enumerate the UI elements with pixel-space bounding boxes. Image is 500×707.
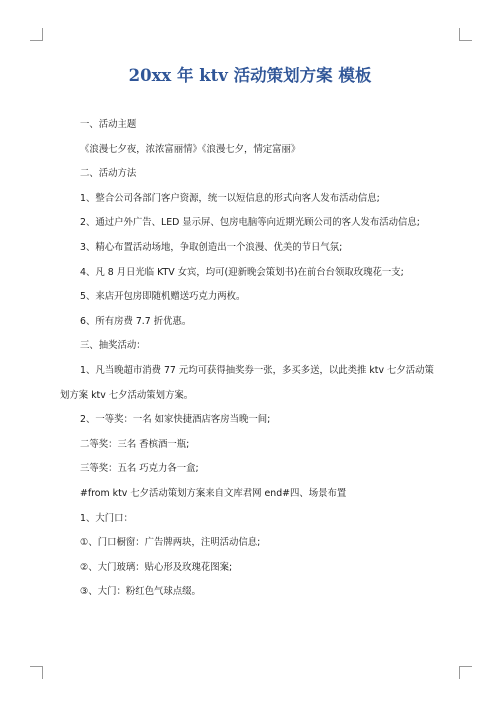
crop-mark-bottom-right (459, 666, 472, 679)
method-item-4: 4、凡 8 月日光临 KTV 女宾，均可(迎新晚会策划书)在前台台领取玫瑰花一支; (80, 266, 404, 278)
document-body (60, 113, 441, 605)
lottery-second-prize: 二等奖：三名 香槟酒一瓶; (80, 438, 190, 450)
lottery-item-1: 1、凡当晚超市消费 77 元均可获得抽奖券一张，多买多送，以此类推 ktv 七夕活动策划方案 ktv 七夕活动策划方案。 (60, 364, 434, 401)
section-heading-lottery: 三、抽奖活动： (80, 340, 146, 352)
section-heading-scene: #from ktv 七夕活动策划方案来自文库君网 end#四、场景布置 (80, 487, 347, 499)
crop-mark-bottom-left (30, 666, 43, 679)
lottery-first-prize: 2、一等奖：一名 如家快捷酒店客房当晚一间; (80, 414, 271, 426)
scene-item-glass: ②、大门玻璃：贴心形及玫瑰花图案; (80, 561, 233, 573)
method-item-3: 3、精心布置活动场地，争取创造出一个浪漫、优美的节日气氛; (80, 241, 343, 253)
method-item-6: 6、所有房费 7.7 折优惠。 (80, 315, 192, 327)
method-item-5: 5、来店开包房即随机赠送巧克力两枚。 (80, 291, 246, 303)
method-item-1: 1、整合公司各部门客户资源，统一以短信息的形式向客人发布活动信息; (80, 192, 380, 204)
section-heading-theme: 一、活动主题 (80, 119, 137, 130)
section-heading-methods: 二、活动方法 (80, 168, 137, 180)
lottery-third-prize: 三等奖：五名 巧克力各一盒; (80, 463, 199, 475)
document-title: 20xx 年 ktv 活动策划方案 模板 (128, 66, 372, 85)
scene-item-window: ①、门口橱窗：广告牌两块，注明活动信息; (80, 537, 261, 549)
crop-mark-top-right (459, 28, 472, 41)
scene-item-door: ③、大门：粉红色气球点缀。 (80, 586, 201, 598)
scene-item-entrance: 1、大门口： (80, 512, 133, 524)
method-item-2: 2、通过户外广告、LED 显示屏、包房电脑等向近期光顾公司的客人发布活动信息; (80, 217, 420, 229)
theme-text: 《浪漫七夕夜，浓浓富丽情》《浪漫七夕，情定富丽》 (80, 143, 301, 155)
crop-mark-top-left (30, 28, 43, 41)
